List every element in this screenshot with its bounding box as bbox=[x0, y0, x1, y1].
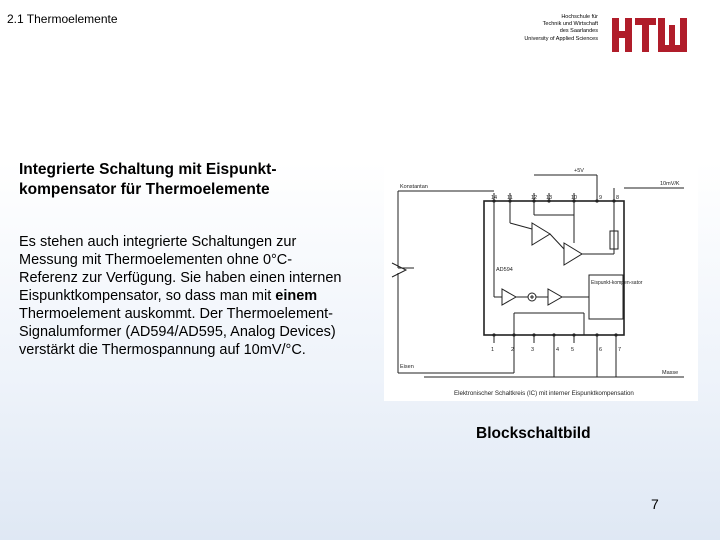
op-amp-top bbox=[532, 223, 550, 245]
pin-bottom: 1 bbox=[491, 347, 495, 353]
thermocouple-junction bbox=[392, 263, 406, 277]
htw-logo-mark bbox=[612, 18, 688, 52]
block-diagram-svg bbox=[384, 163, 698, 401]
op-amp-left bbox=[502, 289, 516, 305]
op-amp-mid bbox=[564, 243, 582, 265]
pin-bottom: 6 bbox=[599, 347, 603, 353]
label-masse: Masse bbox=[662, 370, 679, 376]
pin-top: 10 bbox=[571, 195, 578, 201]
page-number: 7 bbox=[651, 496, 659, 512]
figure-caption: Elektronischer Schaltkreis (IC) mit interner Eispunktkompensation bbox=[454, 390, 634, 397]
label-chip: AD594 bbox=[496, 267, 513, 273]
pin-bottom: 4 bbox=[556, 347, 560, 353]
body-paragraph: Es stehen auch integrierte Schaltungen zur Messung mit Thermoelementen ohne 0°C-Referenz zur Verfügung. Sie haben einen internen Eispunktkompensator, so dass man mit einem Thermoelement auskommt. Der Thermoelement-Signalumformer (AD594/AD595, Analog Devices) verstärkt die Thermospannung auf 10mV/°C. bbox=[19, 234, 342, 358]
figure-caption-label: Blockschaltbild bbox=[476, 425, 591, 442]
label-compensator: Eispunkt-kompen-sator bbox=[591, 280, 643, 286]
label-konstantan: Konstantan bbox=[400, 184, 428, 190]
section-title: 2.1 Thermoelemente bbox=[7, 12, 118, 26]
logo-text: Hochschule für Technik und Wirtschaft des Saarlandes University of Applied Sciences bbox=[524, 14, 598, 42]
pin-top: 11 bbox=[507, 195, 513, 201]
label-output: 10mV/K bbox=[660, 181, 680, 187]
pin-bottom: 5 bbox=[571, 347, 575, 353]
pin-top: 12 bbox=[531, 195, 538, 201]
pin-top: 14 bbox=[491, 195, 498, 201]
pin-bottom: 2 bbox=[511, 347, 515, 353]
pin-bottom: 3 bbox=[531, 347, 535, 353]
op-amp-right bbox=[548, 289, 562, 305]
label-eisen: Eisen bbox=[400, 364, 414, 370]
pin-top: 9 bbox=[599, 195, 603, 201]
circuit-diagram bbox=[384, 163, 698, 401]
university-logo bbox=[522, 14, 692, 56]
pin-bottom: 7 bbox=[618, 347, 622, 353]
label-supply: +5V bbox=[574, 168, 584, 174]
slide-heading: Integrierte Schaltung mit Eispunkt-kompensator für Thermoelemente bbox=[19, 161, 277, 198]
pin-top: 8 bbox=[616, 195, 620, 201]
pin-top: 13 bbox=[546, 195, 553, 201]
